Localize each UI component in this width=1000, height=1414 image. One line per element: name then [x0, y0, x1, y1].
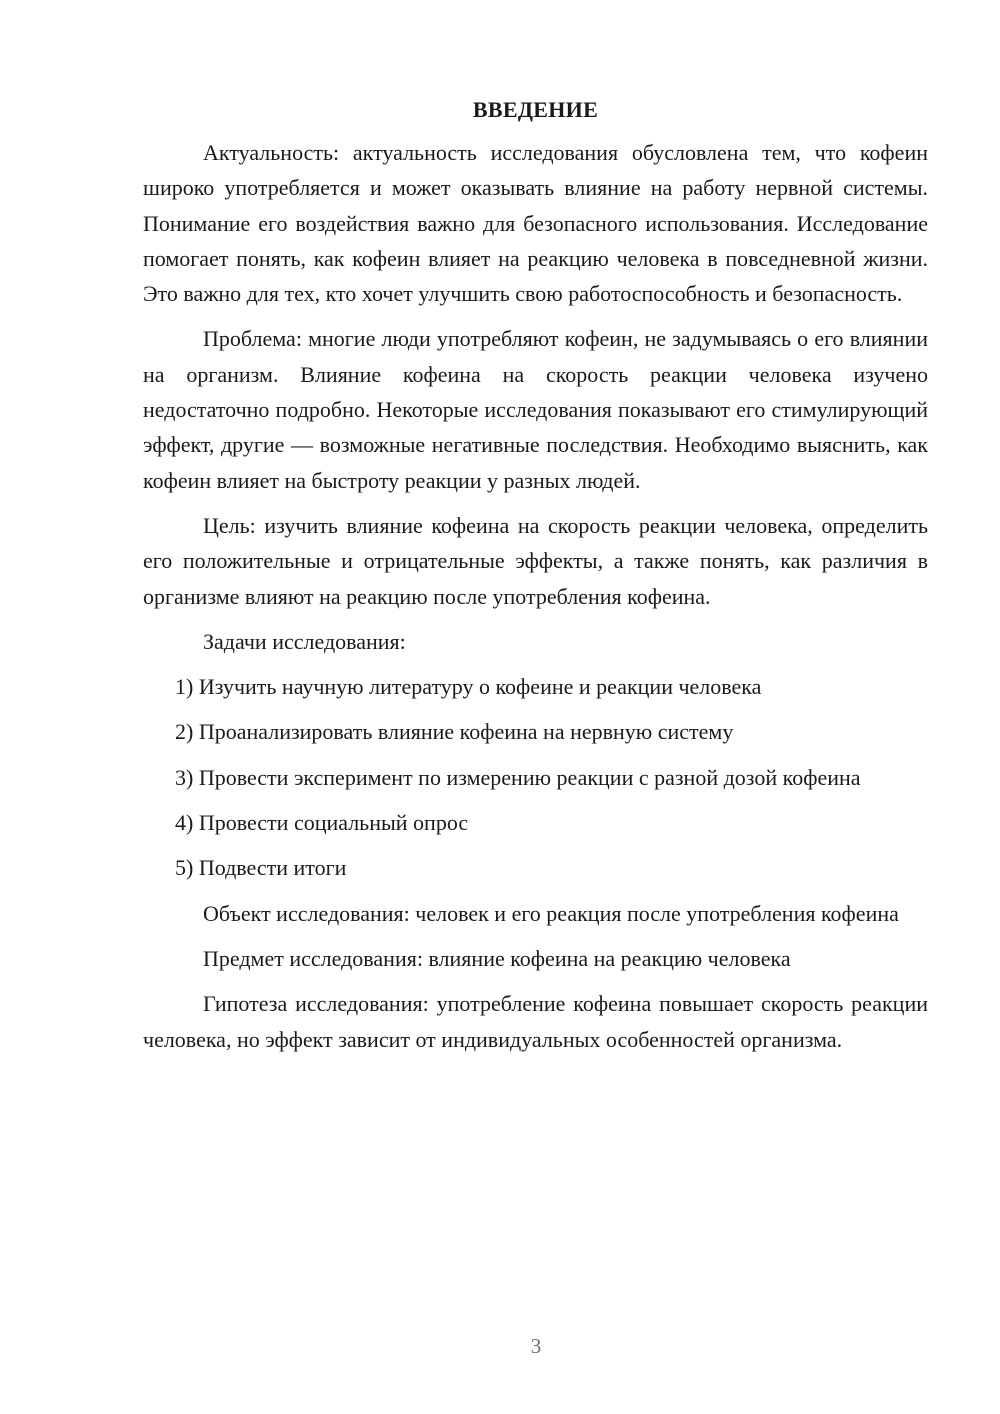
task-item-2: 2) Проанализировать влияние кофеина на нервную систему — [175, 719, 734, 745]
subject-paragraph: Предмет исследования: влияние кофеина на реакцию человека — [203, 945, 791, 971]
task-item-1: 1) Изучить научную литературу о кофеине и реакции человека — [175, 674, 762, 700]
hypothesis-paragraph: Гипотеза исследования: употребление кофеина повышает скорость реакции человека, но эффект зависит от индивидуальных особенностей организма. — [143, 991, 928, 1052]
problem-paragraph: Проблема: многие люди употребляют кофеин, не задумываясь о его влиянии на организм. Влияние кофеина на скорость реакции человека изучено недостаточно подробно. Некоторые исследования показывают его стимулирующий эффект, другие — возможные негативные последствия. Необходимо выяснить, как кофеин влияет на быстроту реакции у разных людей. — [143, 326, 928, 493]
task-item-3: 3) Провести эксперимент по измерению реакции с разной дозой кофеина — [175, 764, 861, 790]
task-item-4: 4) Провести социальный опрос — [175, 810, 469, 836]
page-number: 3 — [530, 1334, 542, 1358]
goal-paragraph: Цель: изучить влияние кофеина на скорость реакции человека, определить его положительные и отрицательные эффекты, а также понять, как различия в организме влияют на реакцию после употребления кофеина. — [143, 512, 928, 609]
relevance-paragraph: Актуальность: актуальность исследования обусловлена тем, что кофеин широко употребляется и может оказывать влияние на работу нервной системы. Понимание его воздействия важно для безопасного использования. Исследование помогает понять, как кофеин влияет на реакцию человека в повседневной жизни. Это важно для тех, кто хочет улучшить свою работоспособность и безопасность. — [143, 140, 928, 307]
document-page — [143, 95, 928, 1067]
object-paragraph: Объект исследования: человек и его реакция после употребления кофеина — [203, 900, 899, 926]
tasks-heading: Задачи исследования: — [203, 628, 406, 654]
page-title: ВВЕДЕНИЕ — [472, 97, 599, 122]
task-item-5: 5) Подвести итоги — [175, 855, 347, 881]
